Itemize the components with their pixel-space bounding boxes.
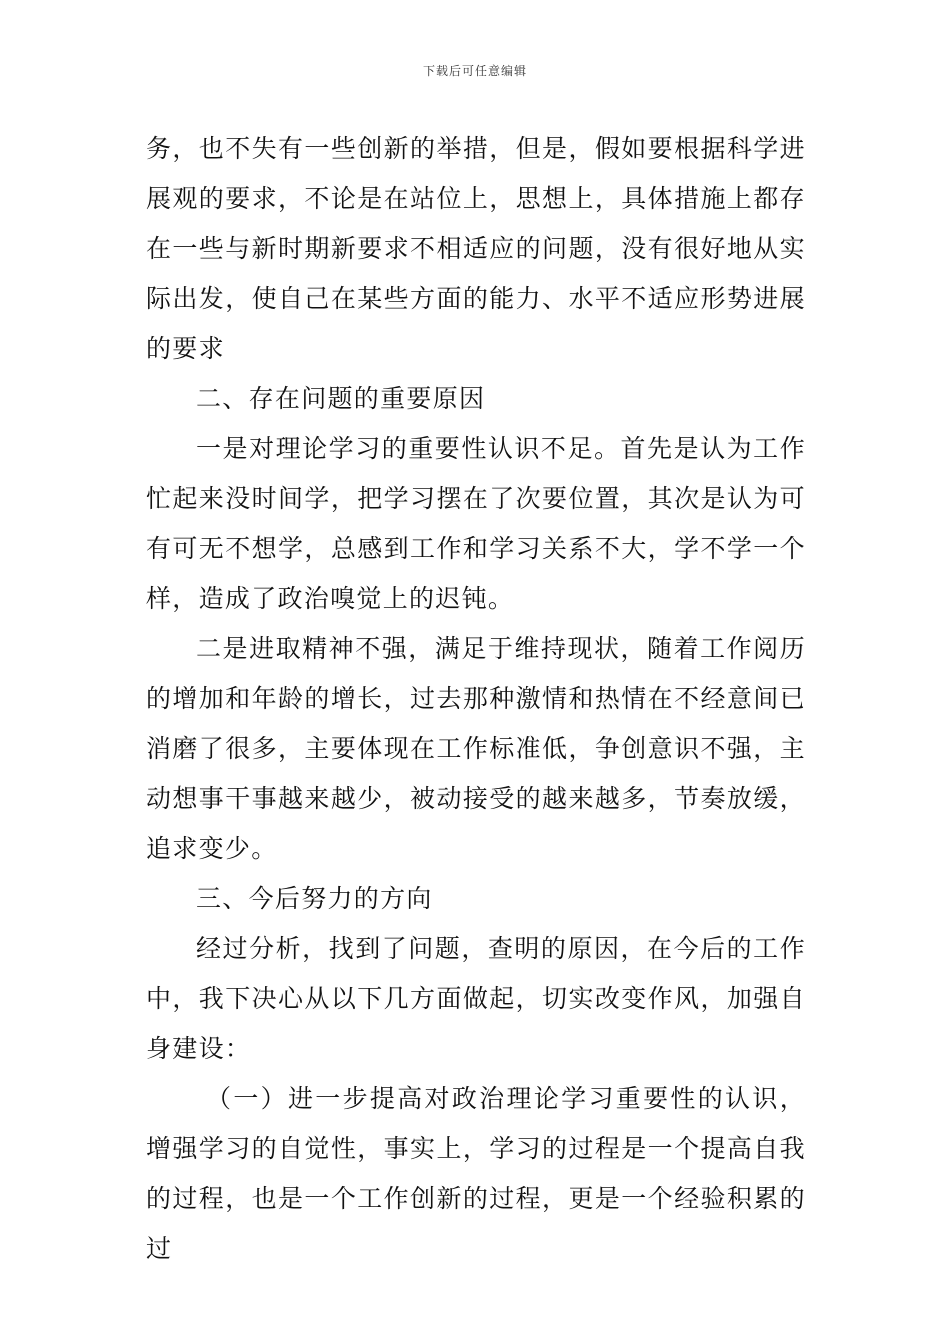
page-header: 下载后可任意编辑	[422, 64, 527, 78]
paragraph-item-one: （一）进一步提高对政治理论学习重要性的认识，增强学习的自觉性，事实上，学习的过程是一个提高自我的过程，也是一个工作创新的过程，更是一个经验积累的过	[146, 1084, 806, 1263]
section-heading-reasons: 二、存在问题的重要原因	[196, 384, 486, 413]
paragraph-reason-one: 一是对理论学习的重要性认识不足。首先是认为工作忙起来没时间学，把学习摆在了次要位置，其次是认为可有可无不想学，总感到工作和学习关系不大，学不学一个样，造成了政治嗅觉上的迟钝。	[146, 434, 806, 613]
section-heading-direction: 三、今后努力的方向	[196, 884, 433, 913]
paragraph-reason-two: 二是进取精神不强，满足于维持现状，随着工作阅历的增加和年龄的增长，过去那种激情和热情在不经意间已消磨了很多，主要体现在工作标准低，争创意识不强，主动想事干事越来越少，被动接受的越来越多，节奏放缓，追求变少。	[146, 634, 806, 863]
document-body	[146, 124, 806, 1274]
paragraph-continuation: 务，也不失有一些创新的举措，但是，假如要根据科学进展观的要求，不论是在站位上，思想上，具体措施上都存在一些与新时期新要求不相适应的问题，没有很好地从实际出发，使自己在某些方面的能力、水平不适应形势进展的要求	[146, 134, 806, 363]
paragraph-analysis: 经过分析，找到了问题，查明的原因，在今后的工作中，我下决心从以下几方面做起，切实改变作风，加强自身建设：	[146, 934, 806, 1063]
